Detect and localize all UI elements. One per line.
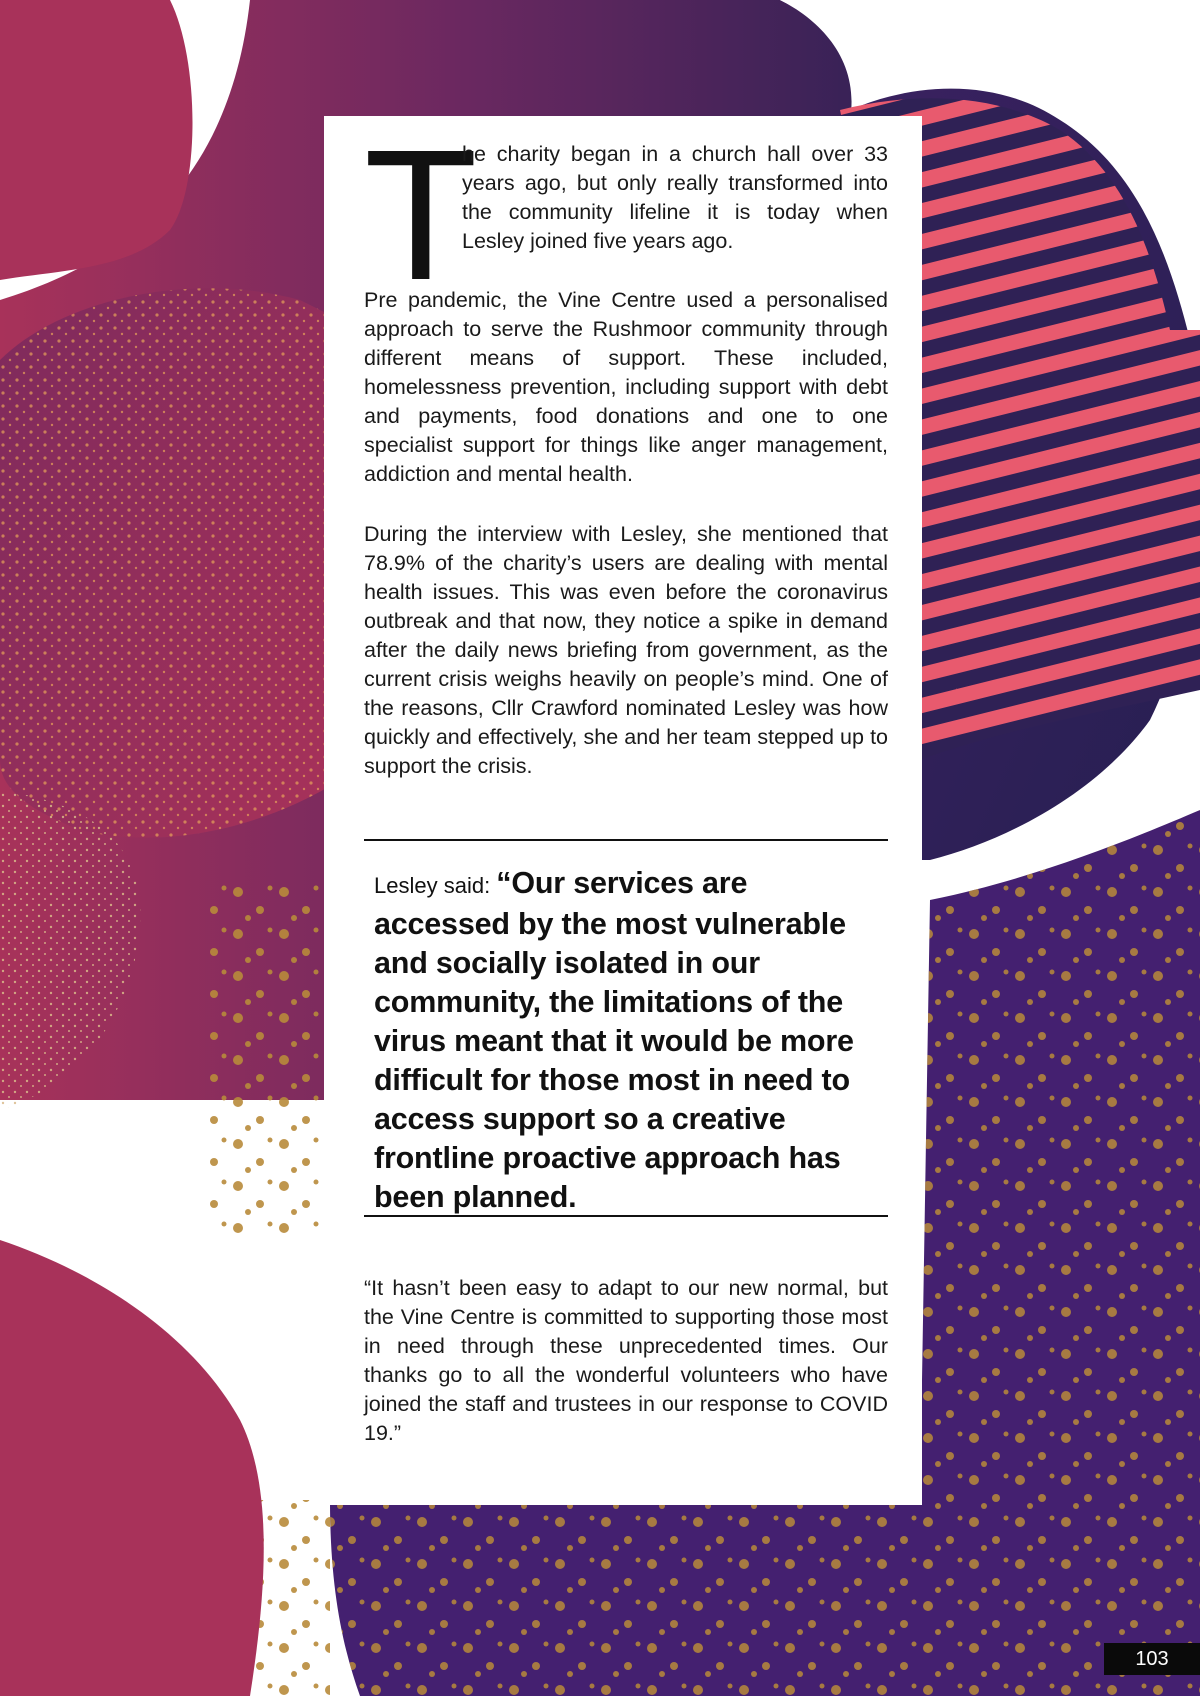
page-number: 103 xyxy=(1104,1643,1200,1675)
pull-quote-text: “Our services are accessed by the most vulnerable and socially isolated in our community, the limitations of the virus meant that it would be more difficult for those most in need to access support so a creative frontline proactive approach has been planned. xyxy=(374,866,854,1214)
intro-paragraph: he charity began in a church hall over 33 years ago, but only really transformed into the community lifeline it is today when Lesley joined five years ago. xyxy=(462,142,888,253)
body-paragraph-1: Pre pandemic, the Vine Centre used a personalised approach to serve the Rushmoor community through different means of support. These included, homelessness prevention, including support with debt and payments, food donations and one to one specialist support for things like anger management, addiction and mental health. xyxy=(364,288,888,486)
article-card xyxy=(324,112,922,1505)
body-paragraph-3: “It hasn’t been easy to adapt to our new normal, but the Vine Centre is committed to supporting those most in need through these unprecedented times. Our thanks go to all the wonderful volunteers who have joined the staff and trustees in our response to COVID 19.” xyxy=(364,1276,888,1445)
drop-cap: T xyxy=(364,112,478,319)
body-paragraph-2: During the interview with Lesley, she mentioned that 78.9% of the charity’s users are dealing with mental health issues. This was even before the coronavirus outbreak and that now, they notice a spike in demand after the daily news briefing from government, as the current crisis weighs heavily on people’s mind. One of the reasons, Cllr Crawford nominated Lesley was how quickly and effectively, she and her team stepped up to support the crisis. xyxy=(364,522,888,778)
pull-quote-lead: Lesley said: xyxy=(374,873,497,898)
pull-quote xyxy=(374,864,884,1217)
bottom-divider xyxy=(364,1215,888,1217)
top-divider xyxy=(364,839,888,841)
